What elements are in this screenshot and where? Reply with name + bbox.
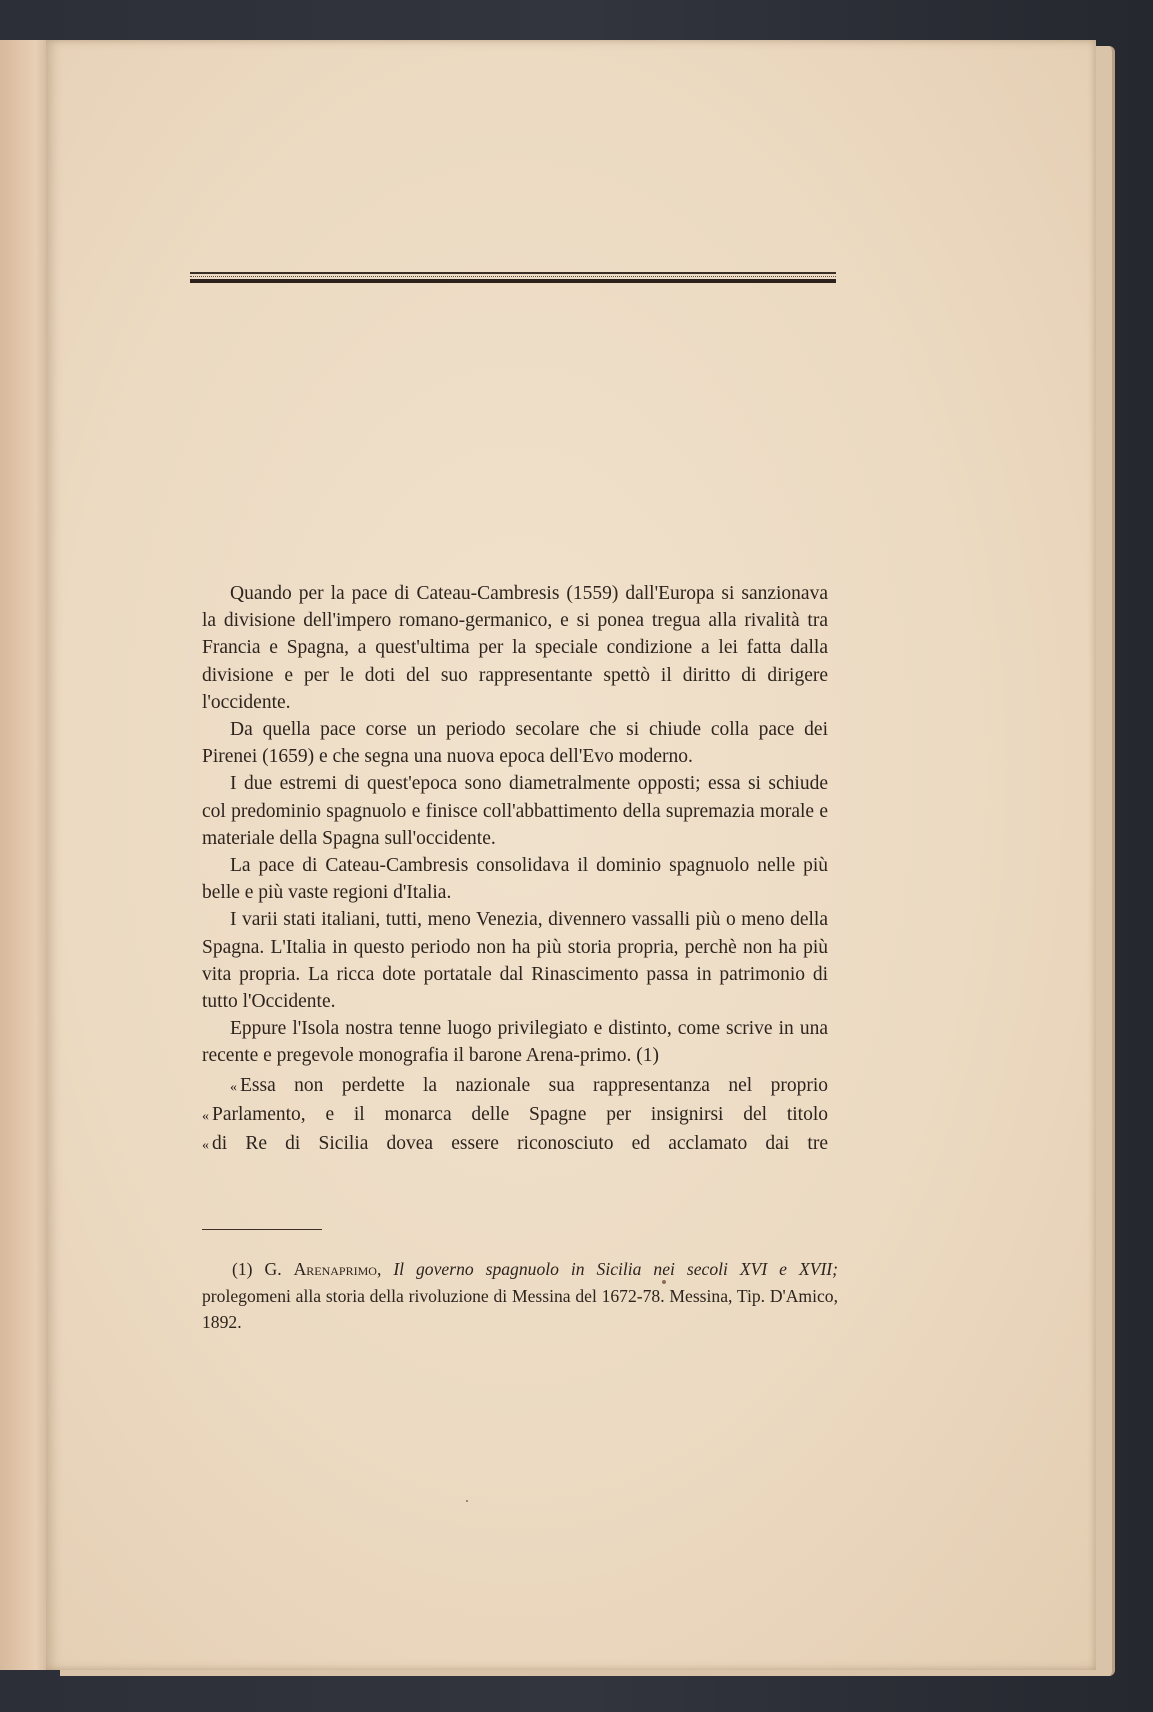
footnote-marker: (1) (232, 1259, 253, 1279)
paragraph: I varii stati italiani, tutti, meno Venezia, divennero vassalli più o meno della Spagna. L'Italia in questo periodo non ha più storia propria, perchè non ha più vita propria. La ricca dote portatale dal Rinascimento passa in patrimonio di tutto l'Occidente. (202, 909, 828, 1013)
footnote-author-initial: G. (264, 1259, 282, 1279)
footnote-author-surname: Arenaprimo, (293, 1259, 382, 1279)
footnote (202, 1256, 838, 1336)
footnote-publication: prolegomeni alla storia della rivoluzione di Messina del 1672-78. Messina, Tip. D'Amico, 1892. (202, 1285, 838, 1332)
paper-speck (466, 1500, 468, 1502)
quote-line: « di Re di Sicilia dovea essere riconosciuto ed acclamato dai tre (202, 1133, 828, 1155)
footnote-separator (202, 1229, 322, 1230)
header-rule-ornament (190, 272, 836, 286)
body-text (202, 580, 828, 1159)
quotation (202, 1072, 828, 1160)
paragraph: Eppure l'Isola nostra tenne luogo privilegiato e distinto, come scrive in una recente e pregevole monografia il barone Arena-primo. (1) (202, 1018, 828, 1067)
footnote-title: Il governo spagnuolo in Sicilia nei secoli XVI e XVII; (393, 1259, 839, 1279)
paragraph: La pace di Cateau-Cambresis consolidava il dominio spagnuolo nelle più belle e più vaste regioni d'Italia. (202, 855, 828, 904)
paragraph: Da quella pace corse un periodo secolare che si chiude colla pace dei Pirenei (1659) e che segna una nuova epoca dell'Evo moderno. (202, 719, 828, 768)
intro-paragraph: Quando per la pace di Cateau-Cambresis (1559) dall'Europa si sanzionava la divisione dell'impero romano-germanico, e si ponea tregua alla rivalità tra Francia e Spagna, a quest'ultima per la speciale condizione a lei fatta dalla divisione e per le doti del suo rappresentante spettò il diritto di dirigere l'occidente. (202, 583, 828, 713)
quote-line: « Essa non perdette la nazionale sua rappresentanza nel proprio (230, 1074, 828, 1096)
paragraph: I due estremi di quest'epoca sono diametralmente opposti; essa si schiude col predominio spagnuolo e finisce coll'abbattimento della supremazia morale e materiale della Spagna sull'occidente. (202, 773, 828, 849)
quote-line: « Parlamento, e il monarca delle Spagne per insignirsi del titolo (202, 1103, 828, 1125)
